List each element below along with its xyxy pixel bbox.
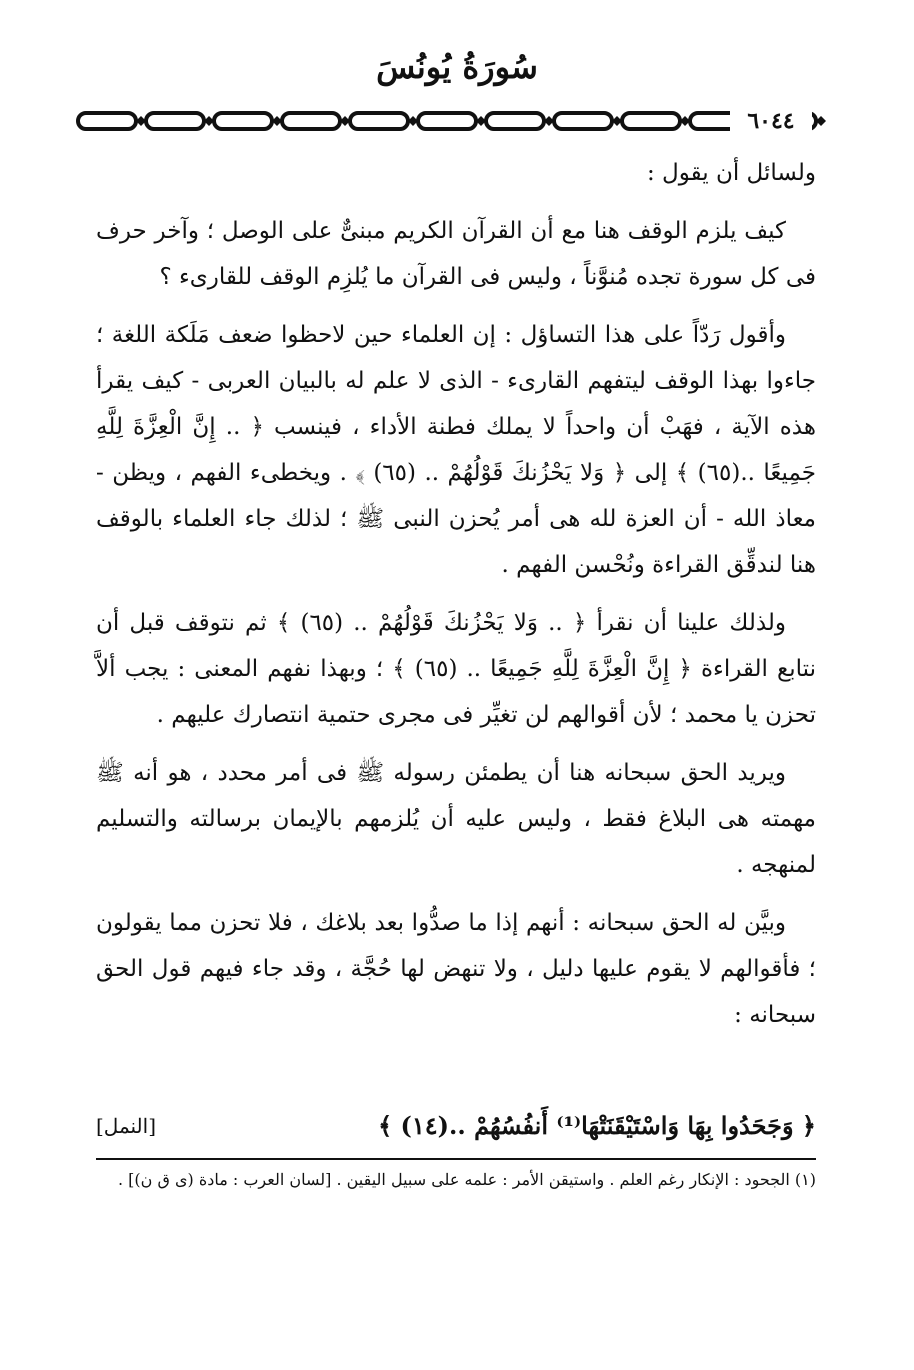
paragraph: وبيَّن له الحق سبحانه : أنهم إذا ما صدُّوا بعد بلاغك ، فلا تحزن مما يقولون ؛ فأقوالهم لا يقوم عليها دليل ، ولا تنهض لها حُجَّة ، وقد جاء فيهم قول الحق سبحانه : [96, 910, 816, 1028]
surah-title: سُورَةُ يُونُسَ [376, 48, 538, 86]
footnote: (١) الجحود : الإنكار رغم العلم . واستيقن الأمر : علمه على سبيل اليقين . [لسان العرب : مادة (ى ق ن)] . [117, 1170, 816, 1189]
chain-link [146, 113, 204, 129]
chain-link [418, 113, 476, 129]
chain-link [282, 113, 340, 129]
chain-link [350, 113, 408, 129]
quranic-quote [96, 1104, 816, 1148]
quote-source: [النمل] [96, 1114, 156, 1138]
paragraph: ولذلك علينا أن نقرأ ﴿ .. وَلا يَحْزُنكَ قَوْلُهُمْ .. (٦٥) ﴾ ثم نتوقف قبل أن نتابع القراءة ﴿ إِنَّ الْعِزَّةَ لِلَّهِ جَمِيعًا .. (٦٥) ﴾ ؛ وبهذا نفهم المعنى : يجب ألاَّ تحزن يا محمد ؛ لأن أقوالهم لن تغيِّر فى مجرى حتمية انتصارك عليهم . [96, 610, 816, 728]
chain-diamond [816, 116, 826, 126]
chain-link [622, 113, 680, 129]
page-number: ٦٠٤٤ [730, 106, 812, 136]
paragraph: وأقول رَدّاً على هذا التساؤل : إن العلماء حين لاحظوا ضعف مَلَكة اللغة ؛ جاءوا بهذا الوقف ليتفهم القارىء - الذى لا علم له بالبيان العربى - كيف يقرأ هذه الآية ، فهَبْ أن واحداً لا يملك فطنة الأداء ، فينسب ﴿ .. إِنَّ الْعِزَّةَ لِلَّهِ جَمِيعًا ..(٦٥) ﴾ إلى ﴿ وَلا يَحْزُنكَ قَوْلُهُمْ .. (٦٥) ﴾ . ويخطىء الفهم ، ويظن - معاذ الله - أن العزة لله هى أمر يُحزن النبى ﷺ ؛ لذلك جاء العلماء بالوقف هنا لندقِّق القراءة ونُحْسن الفهم . [96, 322, 816, 578]
paragraph: ويريد الحق سبحانه هنا أن يطمئن رسوله ﷺ فى أمر محدد ، هو أنه ﷺ مهمته هى البلاغ فقط ، وليس عليه أن يُلزمهم بالإيمان برسالته والتسليم لمنهجه . [96, 760, 816, 878]
footnote-divider [96, 1158, 816, 1160]
paragraph: كيف يلزم الوقف هنا مع أن القرآن الكريم مبنىٌّ على الوصل ؛ وآخر حرف فى كل سورة تجده مُنوَّناً ، وليس فى القرآن ما يُلزِم الوقف للقارىء ؟ [96, 218, 816, 290]
chain-link [78, 113, 136, 129]
chain-link [554, 113, 612, 129]
paragraph: ولسائل أن يقول : [646, 160, 816, 186]
quote-verse: ﴿ وَجَحَدُوا بِهَا وَاسْتَيْقَنَتْهَا⁽¹⁾ أَنفُسُهُمْ ..(١٤) ﴾ [378, 1111, 816, 1140]
chain-link [486, 113, 544, 129]
body-text [96, 150, 816, 1050]
chain-link [214, 113, 272, 129]
